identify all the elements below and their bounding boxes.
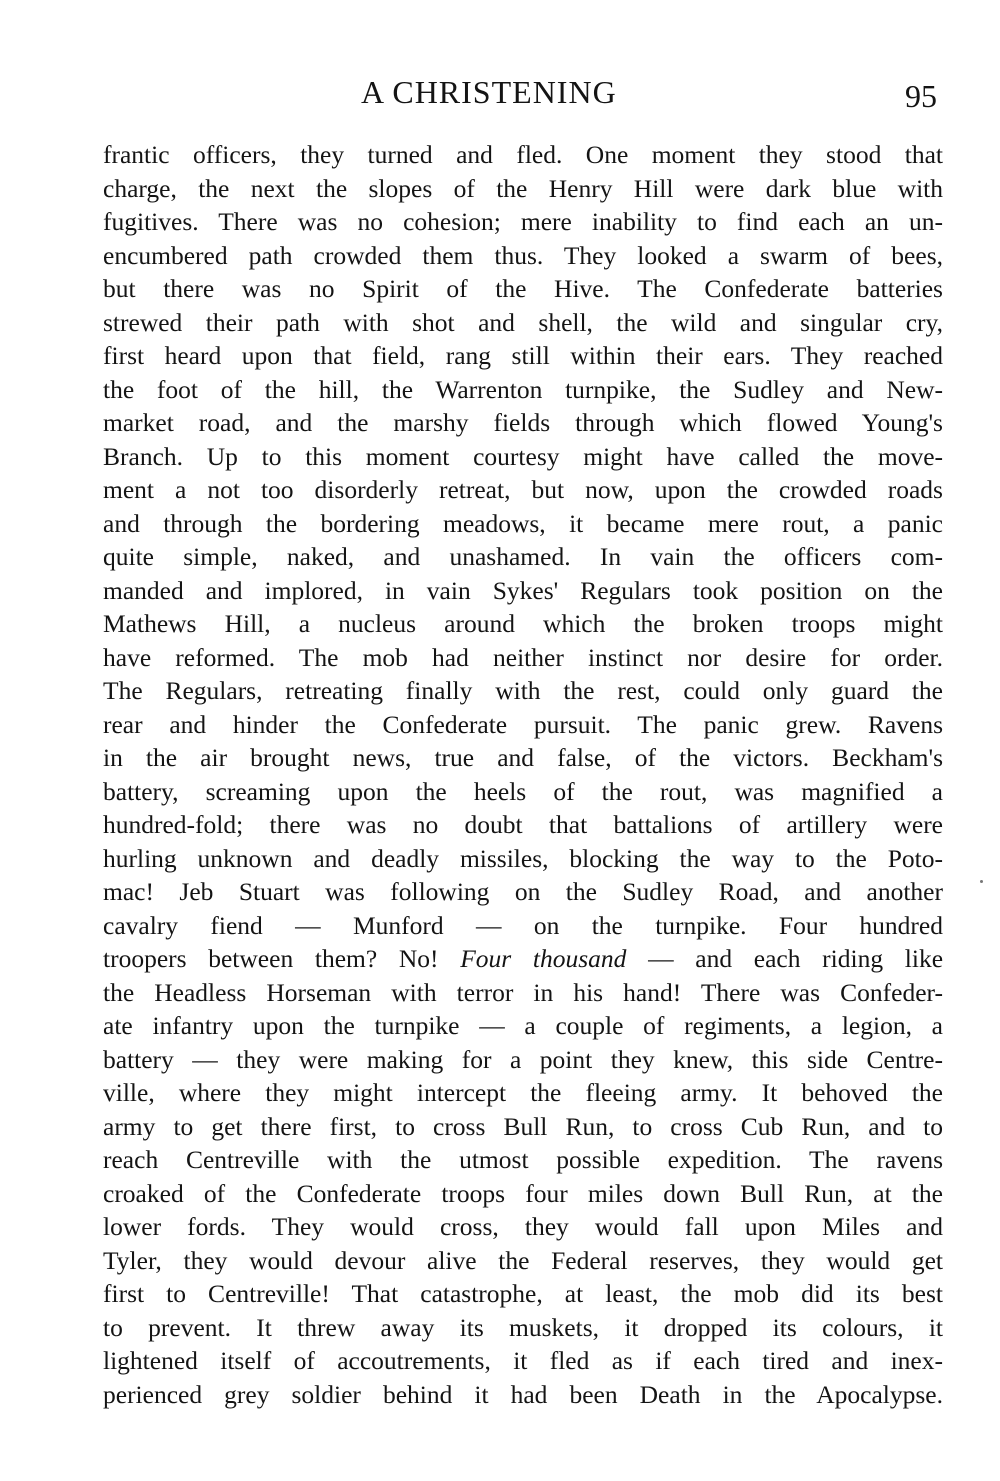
text-line: fugitives. There was no cohesion; mere inability to find each an un-	[103, 207, 943, 236]
text-line: The Regulars, retreating finally with the rest, could only guard the	[103, 676, 943, 705]
italic-phrase: Four thousand	[460, 944, 627, 973]
text-line: charge, the next the slopes of the Henry Hill were dark blue with	[103, 173, 943, 203]
text-line: to prevent. It threw away its muskets, it dropped its colours, it	[103, 1312, 943, 1342]
text-segment: troopers between them? No!	[103, 944, 461, 973]
text-line: hurling unknown and deadly missiles, blocking the way to the Poto-	[103, 843, 943, 873]
text-line: encumbered path crowded them thus. They looked a swarm of bees,	[103, 240, 943, 270]
text-segment: — and each riding like	[626, 944, 944, 973]
text-line: ment a not too disorderly retreat, but now, upon the crowded roads	[103, 475, 943, 504]
text-line: hundred-fold; there was no doubt that battalions of artillery were	[103, 810, 943, 839]
text-line: rear and hinder the Confederate pursuit. The panic grew. Ravens	[103, 709, 943, 739]
text-line: and through the bordering meadows, it became mere rout, a panic	[103, 508, 943, 538]
text-line: army to get there first, to cross Bull Run, to cross Cub Run, and to	[103, 1111, 943, 1141]
chapter-title: A CHRISTENING	[361, 74, 617, 110]
text-line: battery, screaming upon the heels of the rout, was magnified a	[103, 776, 943, 806]
text-line-with-italic	[103, 942, 943, 976]
margin-speck	[980, 880, 983, 883]
text-line: perienced grey soldier behind it had been Death in the Apocalypse.	[103, 1379, 943, 1409]
text-line: mac! Jeb Stuart was following on the Sudley Road, and another	[103, 877, 943, 906]
text-line: in the air brought news, true and false, of the victors. Beckham's	[103, 743, 943, 772]
text-line: strewed their path with shot and shell, the wild and singular cry,	[103, 307, 943, 337]
text-line: Mathews Hill, a nucleus around which the broken troops might	[103, 609, 943, 638]
text-line: quite simple, naked, and unashamed. In vain the officers com-	[103, 542, 943, 571]
text-line: reach Centreville with the utmost possible expedition. The ravens	[103, 1145, 943, 1174]
text-line: Branch. Up to this moment courtesy might have called the move-	[103, 441, 943, 471]
text-line: croaked of the Confederate troops four miles down Bull Run, at the	[103, 1178, 943, 1208]
text-line: frantic officers, they turned and fled. One moment they stood that	[103, 140, 943, 169]
text-line: lower fords. They would cross, they would fall upon Miles and	[103, 1212, 943, 1241]
running-head	[0, 74, 1000, 114]
text-line: ate infantry upon the turnpike — a couple of regiments, a legion, a	[103, 1011, 943, 1040]
text-line: market road, and the marshy fields through which flowed Young's	[103, 408, 943, 437]
page-number: 95	[905, 78, 937, 114]
text-line: but there was no Spirit of the Hive. The Confederate batteries	[103, 274, 943, 303]
body-text	[103, 138, 943, 1411]
text-line: ville, where they might intercept the fleeing army. It behoved the	[103, 1078, 943, 1107]
text-line: the foot of the hill, the Warrenton turnpike, the Sudley and New-	[103, 374, 943, 404]
text-line: first heard upon that field, rang still within their ears. They reached	[103, 341, 943, 370]
text-line: manded and implored, in vain Sykes' Regulars took position on the	[103, 575, 943, 605]
text-line: Tyler, they would devour alive the Federal reserves, they would get	[103, 1245, 943, 1275]
text-line: lightened itself of accoutrements, it fled as if each tired and inex-	[103, 1346, 943, 1375]
text-line: first to Centreville! That catastrophe, at least, the mob did its best	[103, 1279, 943, 1308]
text-line: the Headless Horseman with terror in his hand! There was Confeder-	[103, 977, 943, 1007]
text-line: cavalry fiend — Munford — on the turnpike. Four hundred	[103, 910, 943, 940]
text-line: have reformed. The mob had neither instinct nor desire for order.	[103, 642, 943, 672]
text-line: battery — they were making for a point they knew, this side Centre-	[103, 1044, 943, 1074]
